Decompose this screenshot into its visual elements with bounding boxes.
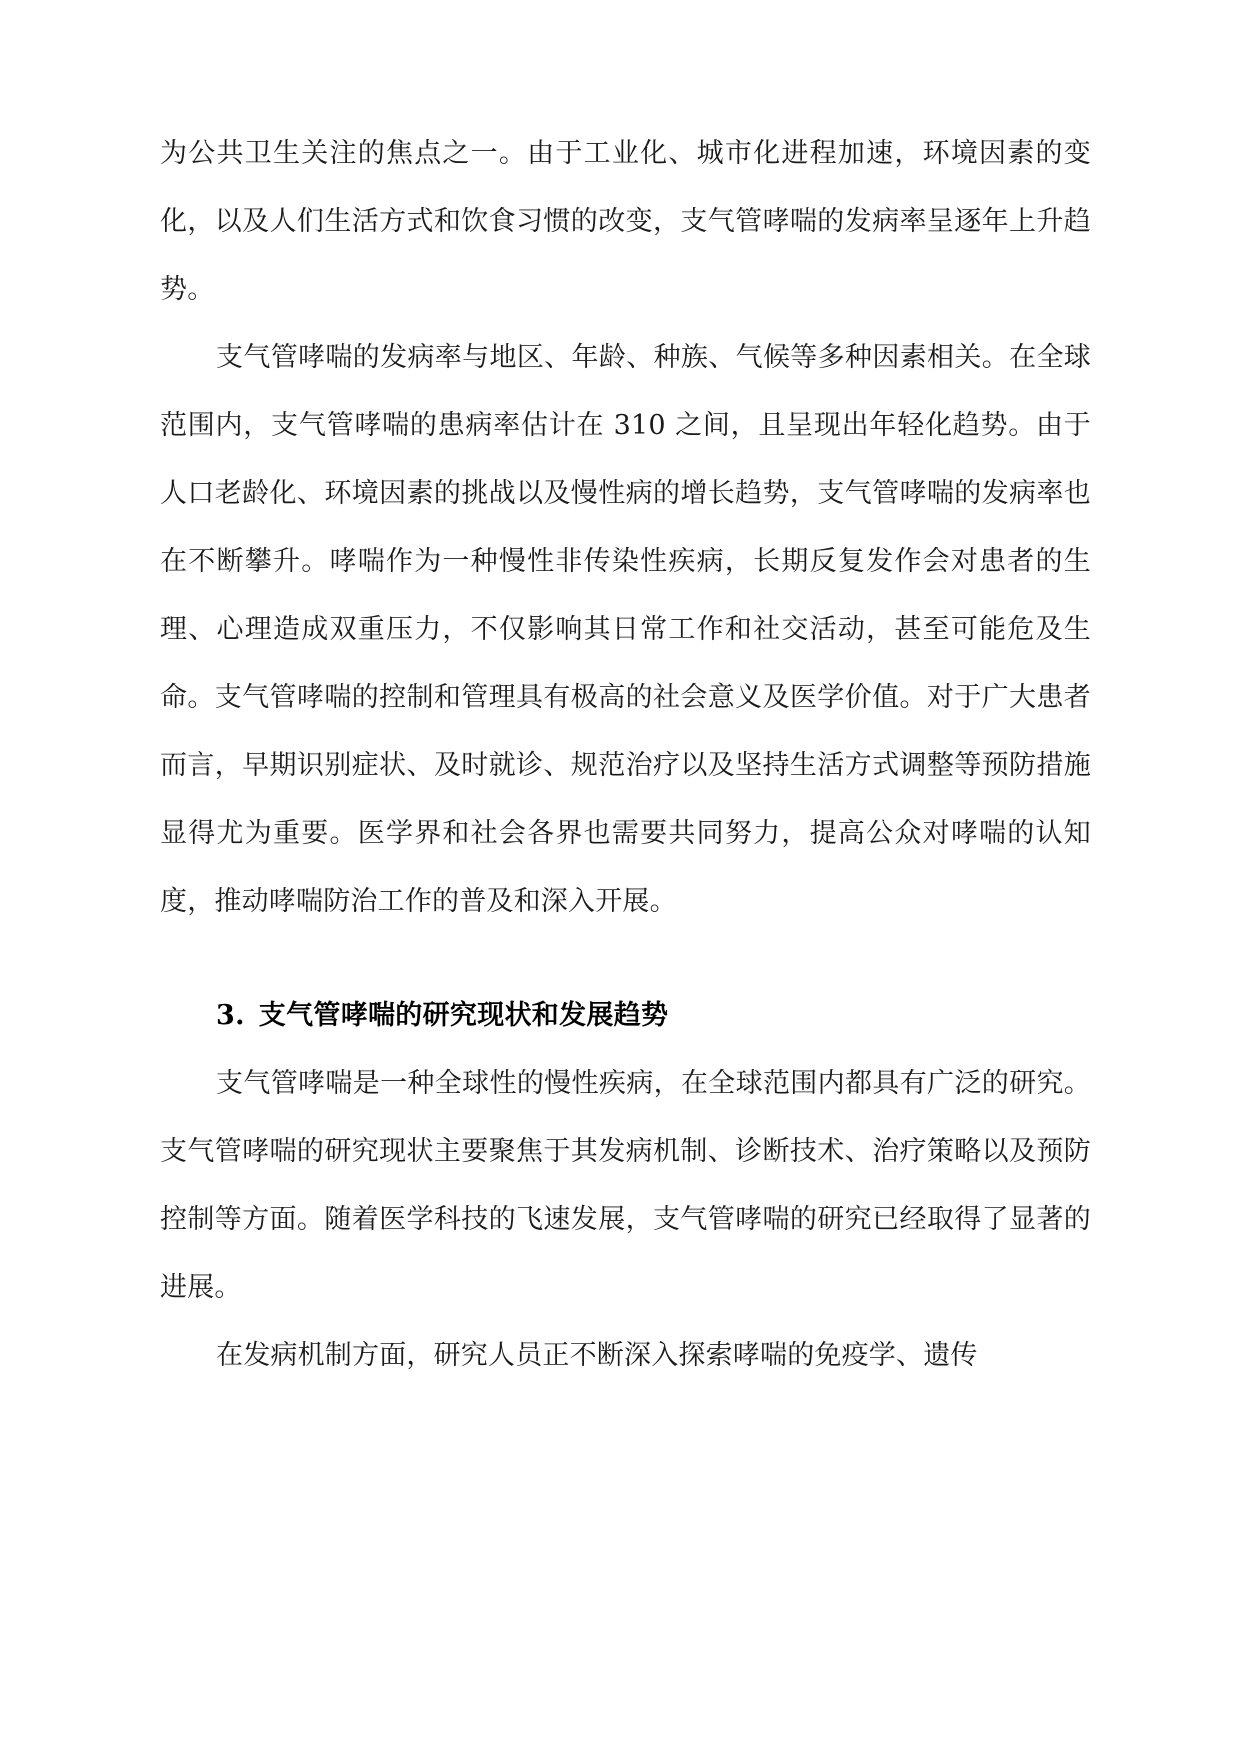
paragraph-pathogenesis: 在发病机制方面，研究人员正不断深入探索哮喘的免疫学、遗传 [216,1340,978,1371]
paragraph-prevalence: 支气管哮喘的发病率与地区、年龄、种族、气候等多种因素相关。在全球范围内，支气管哮喘的患病率估计在 310 之间，且呈现出年轻化趋势。由于人口老龄化、环境因素的挑战以及慢性病的增长趋势，支气管哮喘的发病率也在不断攀升。哮喘作为一种慢性非传染性疾病，长期反复发作会对患者的生理、心理造成双重压力，不仅影响其日常工作和社交活动，甚至可能危及生命。支气管哮喘的控制和管理具有极高的社会意义及医学价值。对于广大患者而言，早期识别症状、及时就诊、规范治疗以及坚持生活方式调整等预防措施显得尤为重要。医学界和社会各界也需要共同努力，提高公众对哮喘的认知度，推动哮喘防治工作的普及和深入开展。 [160,342,1091,917]
section-heading-number: 3. [216,1000,245,1031]
paragraph-research-status: 支气管哮喘是一种全球性的慢性疾病，在全球范围内都具有广泛的研究。支气管哮喘的研究现状主要聚焦于其发病机制、诊断技术、治疗策略以及预防控制等方面。随着医学科技的飞速发展，支气管哮喘的研究已经取得了显著的进展。 [160,1068,1091,1303]
document-body [160,120,1091,1390]
paragraph-continuation: 为公共卫生关注的焦点之一。由于工业化、城市化进程加速，环境因素的变化，以及人们生活方式和饮食习惯的改变，支气管哮喘的发病率呈逐年上升趋势。 [160,138,1091,305]
section-heading [160,982,1091,1050]
section-heading-title: 支气管哮喘的研究现状和发展趋势 [258,1000,669,1031]
